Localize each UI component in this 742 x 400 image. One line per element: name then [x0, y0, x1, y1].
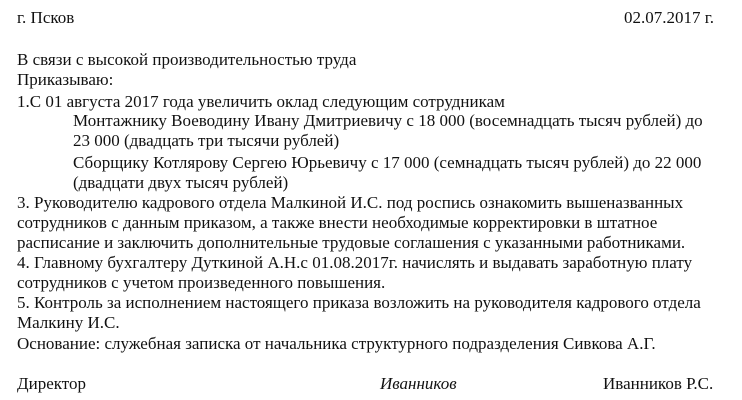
item-3-line-1: 3. Руководителю кадрового отдела Малкиной И.С. под роспись ознакомить вышеназванных: [17, 193, 684, 212]
item-1-intro: 1.С 01 августа 2017 года увеличить оклад следующим сотрудникам: [17, 92, 505, 111]
item-1-employee-2-line-b: (двадцати двух тысяч рублей): [73, 173, 289, 192]
item-4-line-2: сотрудников с учетом произведенного повышения.: [17, 273, 386, 292]
item-4-line-1: 4. Главному бухгалтеру Дуткиной А.Н.с 01.08.2017г. начислять и выдавать заработную плату: [17, 253, 693, 272]
document-date: 02.07.2017 г.: [624, 8, 715, 27]
item-1-employee-2-line-a: Сборщику Котлярову Сергею Юрьевичу с 17 000 (семнадцать тысяч рублей) до 22 000: [73, 153, 702, 172]
item-5-line-1: 5. Контроль за исполнением настоящего приказа возложить на руководителя кадрового отдела: [17, 293, 701, 312]
item-1-employee-1-line-a: Монтажнику Воеводину Ивану Дмитриевичу с 18 000 (восемнадцать тысяч рублей) до: [73, 111, 703, 130]
item-3-line-2: сотрудников с данным приказом, а также внести необходимые корректировки в штатное: [17, 213, 658, 232]
preamble-text: В связи с высокой производительностью труда: [17, 50, 357, 69]
signature-role: Директор: [17, 374, 86, 393]
item-1-employee-1-line-b: 23 000 (двадцать три тысячи рублей): [73, 131, 340, 150]
city-label: г. Псков: [17, 8, 75, 27]
order-word: Приказываю:: [17, 70, 114, 89]
basis-text: Основание: служебная записка от начальника структурного подразделения Сивкова А.Г.: [17, 334, 656, 353]
signature-name: Иванников Р.С.: [603, 374, 714, 393]
item-3-line-3: расписание и заключить дополнительные трудовые соглашения с указанными работниками.: [17, 233, 686, 252]
signature-handwritten: Иванников: [380, 374, 457, 393]
item-5-line-2: Малкину И.С.: [17, 313, 120, 332]
